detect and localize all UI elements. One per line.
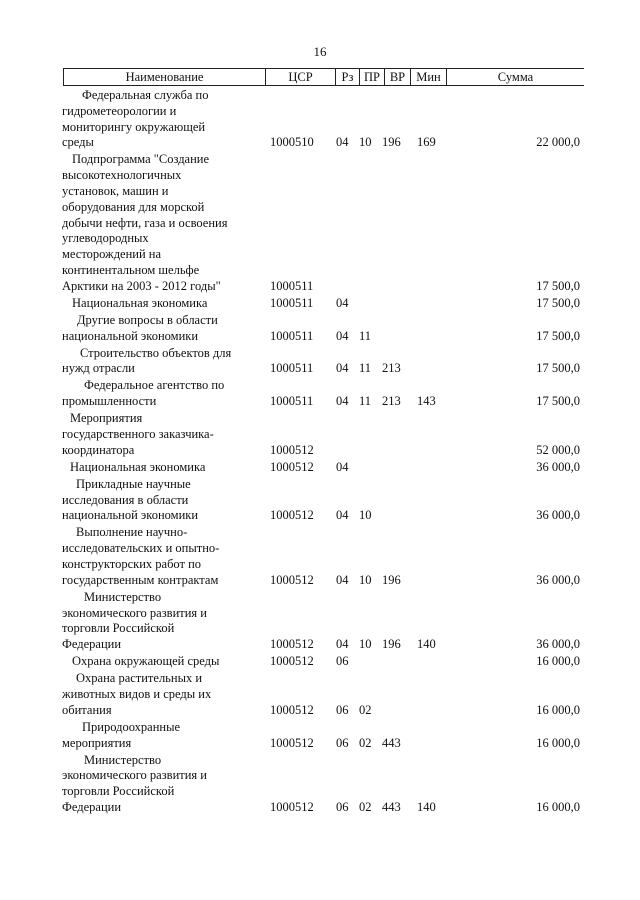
row-name-line: Федерации [62, 637, 122, 652]
row-csr: 1000511 [270, 361, 314, 376]
row-rz: 06 [336, 799, 349, 814]
table-row [0, 313, 640, 345]
row-min: 140 [417, 637, 436, 652]
table-header [63, 68, 584, 86]
row-rz: 06 [336, 654, 349, 669]
row-rz: 06 [336, 735, 349, 750]
table-row [0, 753, 640, 816]
row-name-line: конструкторских работ по [62, 556, 202, 571]
row-sum: 17 500,0 [536, 361, 580, 376]
row-pr: 10 [359, 637, 372, 652]
row-name [62, 525, 248, 588]
row-pr: 11 [359, 394, 372, 409]
table-row [0, 460, 640, 476]
row-name-line: Арктики на 2003 - 2012 годы" [62, 278, 221, 293]
row-name-line: Министерство [84, 752, 162, 767]
table-row [0, 654, 640, 670]
row-sum: 36 000,0 [536, 637, 580, 652]
row-name-line: Министерство [84, 589, 162, 604]
row-name [62, 88, 248, 151]
row-vr: 213 [382, 361, 401, 376]
row-name [62, 720, 248, 752]
row-rz: 04 [336, 394, 349, 409]
row-csr: 1000512 [270, 459, 314, 474]
row-csr: 1000512 [270, 442, 314, 457]
row-csr: 1000512 [270, 702, 314, 717]
row-name-line: Охрана окружающей среды [72, 654, 220, 669]
row-name-line: Мероприятия [70, 411, 143, 426]
row-vr: 443 [382, 735, 401, 750]
row-csr: 1000512 [270, 799, 314, 814]
row-pr: 11 [359, 328, 372, 343]
table-row [0, 720, 640, 752]
row-sum: 36 000,0 [536, 572, 580, 587]
row-name-line: животных видов и среды их [62, 686, 212, 701]
row-name-line: национальной экономики [62, 508, 199, 523]
row-name-line: обитания [62, 702, 112, 717]
row-csr: 1000512 [270, 654, 314, 669]
row-rz: 06 [336, 702, 349, 717]
row-sum: 22 000,0 [536, 135, 580, 150]
header-sum: Сумма [497, 70, 534, 84]
row-rz: 04 [336, 637, 349, 652]
table-row [0, 346, 640, 378]
row-csr: 1000511 [270, 295, 314, 310]
row-rz: 04 [336, 459, 349, 474]
row-min: 140 [417, 799, 436, 814]
row-sum: 17 500,0 [536, 394, 580, 409]
row-name-line: нужд отрасли [62, 361, 135, 376]
row-sum: 36 000,0 [536, 508, 580, 523]
row-name-line: Подпрограмма "Создание [72, 152, 210, 167]
row-rz: 04 [336, 361, 349, 376]
header-min: Мин [411, 69, 447, 85]
header-rz: Рз [336, 69, 360, 85]
row-name [62, 753, 248, 816]
row-sum: 17 500,0 [536, 295, 580, 310]
row-name-line: добычи нефти, газа и освоения [62, 215, 228, 230]
row-name-line: экономического развития и [62, 605, 207, 620]
row-name [62, 654, 248, 670]
row-name-line: оборудования для морской [62, 199, 205, 214]
row-sum: 17 500,0 [536, 278, 580, 293]
row-rz: 04 [336, 135, 349, 150]
row-name-line: месторождений на [62, 247, 162, 262]
row-csr: 1000510 [270, 135, 314, 150]
row-csr: 1000512 [270, 637, 314, 652]
row-name-line: Строительство объектов для [80, 345, 232, 360]
header-name: Наименование [64, 69, 266, 85]
row-min: 143 [417, 394, 436, 409]
row-name-line: государственного заказчика- [62, 426, 214, 441]
header-vr: ВР [385, 69, 411, 85]
table-row [0, 525, 640, 588]
row-sum: 16 000,0 [536, 799, 580, 814]
row-name-line: мероприятия [62, 735, 132, 750]
row-csr: 1000511 [270, 394, 314, 409]
row-vr: 196 [382, 637, 401, 652]
row-rz: 04 [336, 508, 349, 523]
row-sum: 16 000,0 [536, 735, 580, 750]
page-number: 16 [313, 44, 327, 59]
row-pr: 02 [359, 799, 372, 814]
row-name-line: высокотехнологичных [62, 168, 182, 183]
row-name-line: национальной экономики [62, 328, 199, 343]
row-pr: 11 [359, 361, 372, 376]
row-name [62, 296, 248, 312]
row-pr: 10 [359, 508, 372, 523]
row-vr: 196 [382, 572, 401, 587]
row-name [62, 671, 248, 718]
row-name [62, 590, 248, 653]
row-csr: 1000511 [270, 278, 314, 293]
row-name [62, 477, 248, 524]
row-name-line: установок, машин и [62, 183, 169, 198]
row-name-line: Природоохранные [82, 719, 181, 734]
row-csr: 1000511 [270, 328, 314, 343]
table-row [0, 590, 640, 653]
row-vr: 213 [382, 394, 401, 409]
row-name [62, 152, 248, 294]
row-name-line: Другие вопросы в области [77, 312, 218, 327]
header-csr: ЦСР [266, 69, 336, 85]
row-name-line: Выполнение научно- [76, 525, 188, 540]
row-name [62, 346, 248, 378]
table-row [0, 411, 640, 458]
row-sum: 36 000,0 [536, 459, 580, 474]
row-name [62, 460, 248, 476]
row-rz: 04 [336, 295, 349, 310]
row-csr: 1000512 [270, 508, 314, 523]
row-name-line: торговли Российской [62, 621, 175, 636]
table-row [0, 152, 640, 294]
row-name-line: Национальная экономика [70, 459, 206, 474]
row-name-line: торговли Российской [62, 784, 175, 799]
row-pr: 10 [359, 572, 372, 587]
row-name-line: Федерации [62, 799, 122, 814]
row-name-line: мониторингу окружающей [62, 119, 206, 134]
row-pr: 02 [359, 735, 372, 750]
row-name-line: Федеральное агентство по [84, 378, 225, 393]
row-name-line: Федеральная служба по [82, 88, 209, 102]
header-pr: ПР [360, 69, 385, 85]
table-row [0, 296, 640, 312]
row-name-line: среды [62, 135, 94, 150]
row-name-line: углеводородных [62, 231, 149, 246]
table-row [0, 671, 640, 718]
row-vr: 443 [382, 799, 401, 814]
row-name-line: промышленности [62, 394, 157, 409]
row-name-line: гидрометеорологии и [62, 103, 177, 118]
row-name [62, 378, 248, 410]
row-pr: 10 [359, 135, 372, 150]
table-row [0, 477, 640, 524]
row-name-line: исследования в области [62, 492, 189, 507]
row-csr: 1000512 [270, 572, 314, 587]
row-name-line: Охрана растительных и [76, 671, 203, 686]
row-sum: 16 000,0 [536, 654, 580, 669]
row-name-line: Национальная экономика [72, 295, 208, 310]
row-pr: 02 [359, 702, 372, 717]
row-csr: 1000512 [270, 735, 314, 750]
row-name [62, 411, 248, 458]
row-sum: 17 500,0 [536, 328, 580, 343]
row-rz: 04 [336, 328, 349, 343]
row-sum: 52 000,0 [536, 442, 580, 457]
table-row [0, 378, 640, 410]
table-row [0, 88, 640, 151]
row-name-line: экономического развития и [62, 768, 207, 783]
row-name-line: координатора [62, 442, 135, 457]
row-name-line: исследовательских и опытно- [62, 541, 220, 556]
row-name [62, 313, 248, 345]
row-sum: 16 000,0 [536, 702, 580, 717]
row-vr: 196 [382, 135, 401, 150]
row-name-line: государственным контрактам [62, 572, 219, 587]
row-name-line: Прикладные научные [76, 476, 191, 491]
row-rz: 04 [336, 572, 349, 587]
row-min: 169 [417, 135, 436, 150]
row-name-line: континентальном шельфе [62, 262, 200, 277]
